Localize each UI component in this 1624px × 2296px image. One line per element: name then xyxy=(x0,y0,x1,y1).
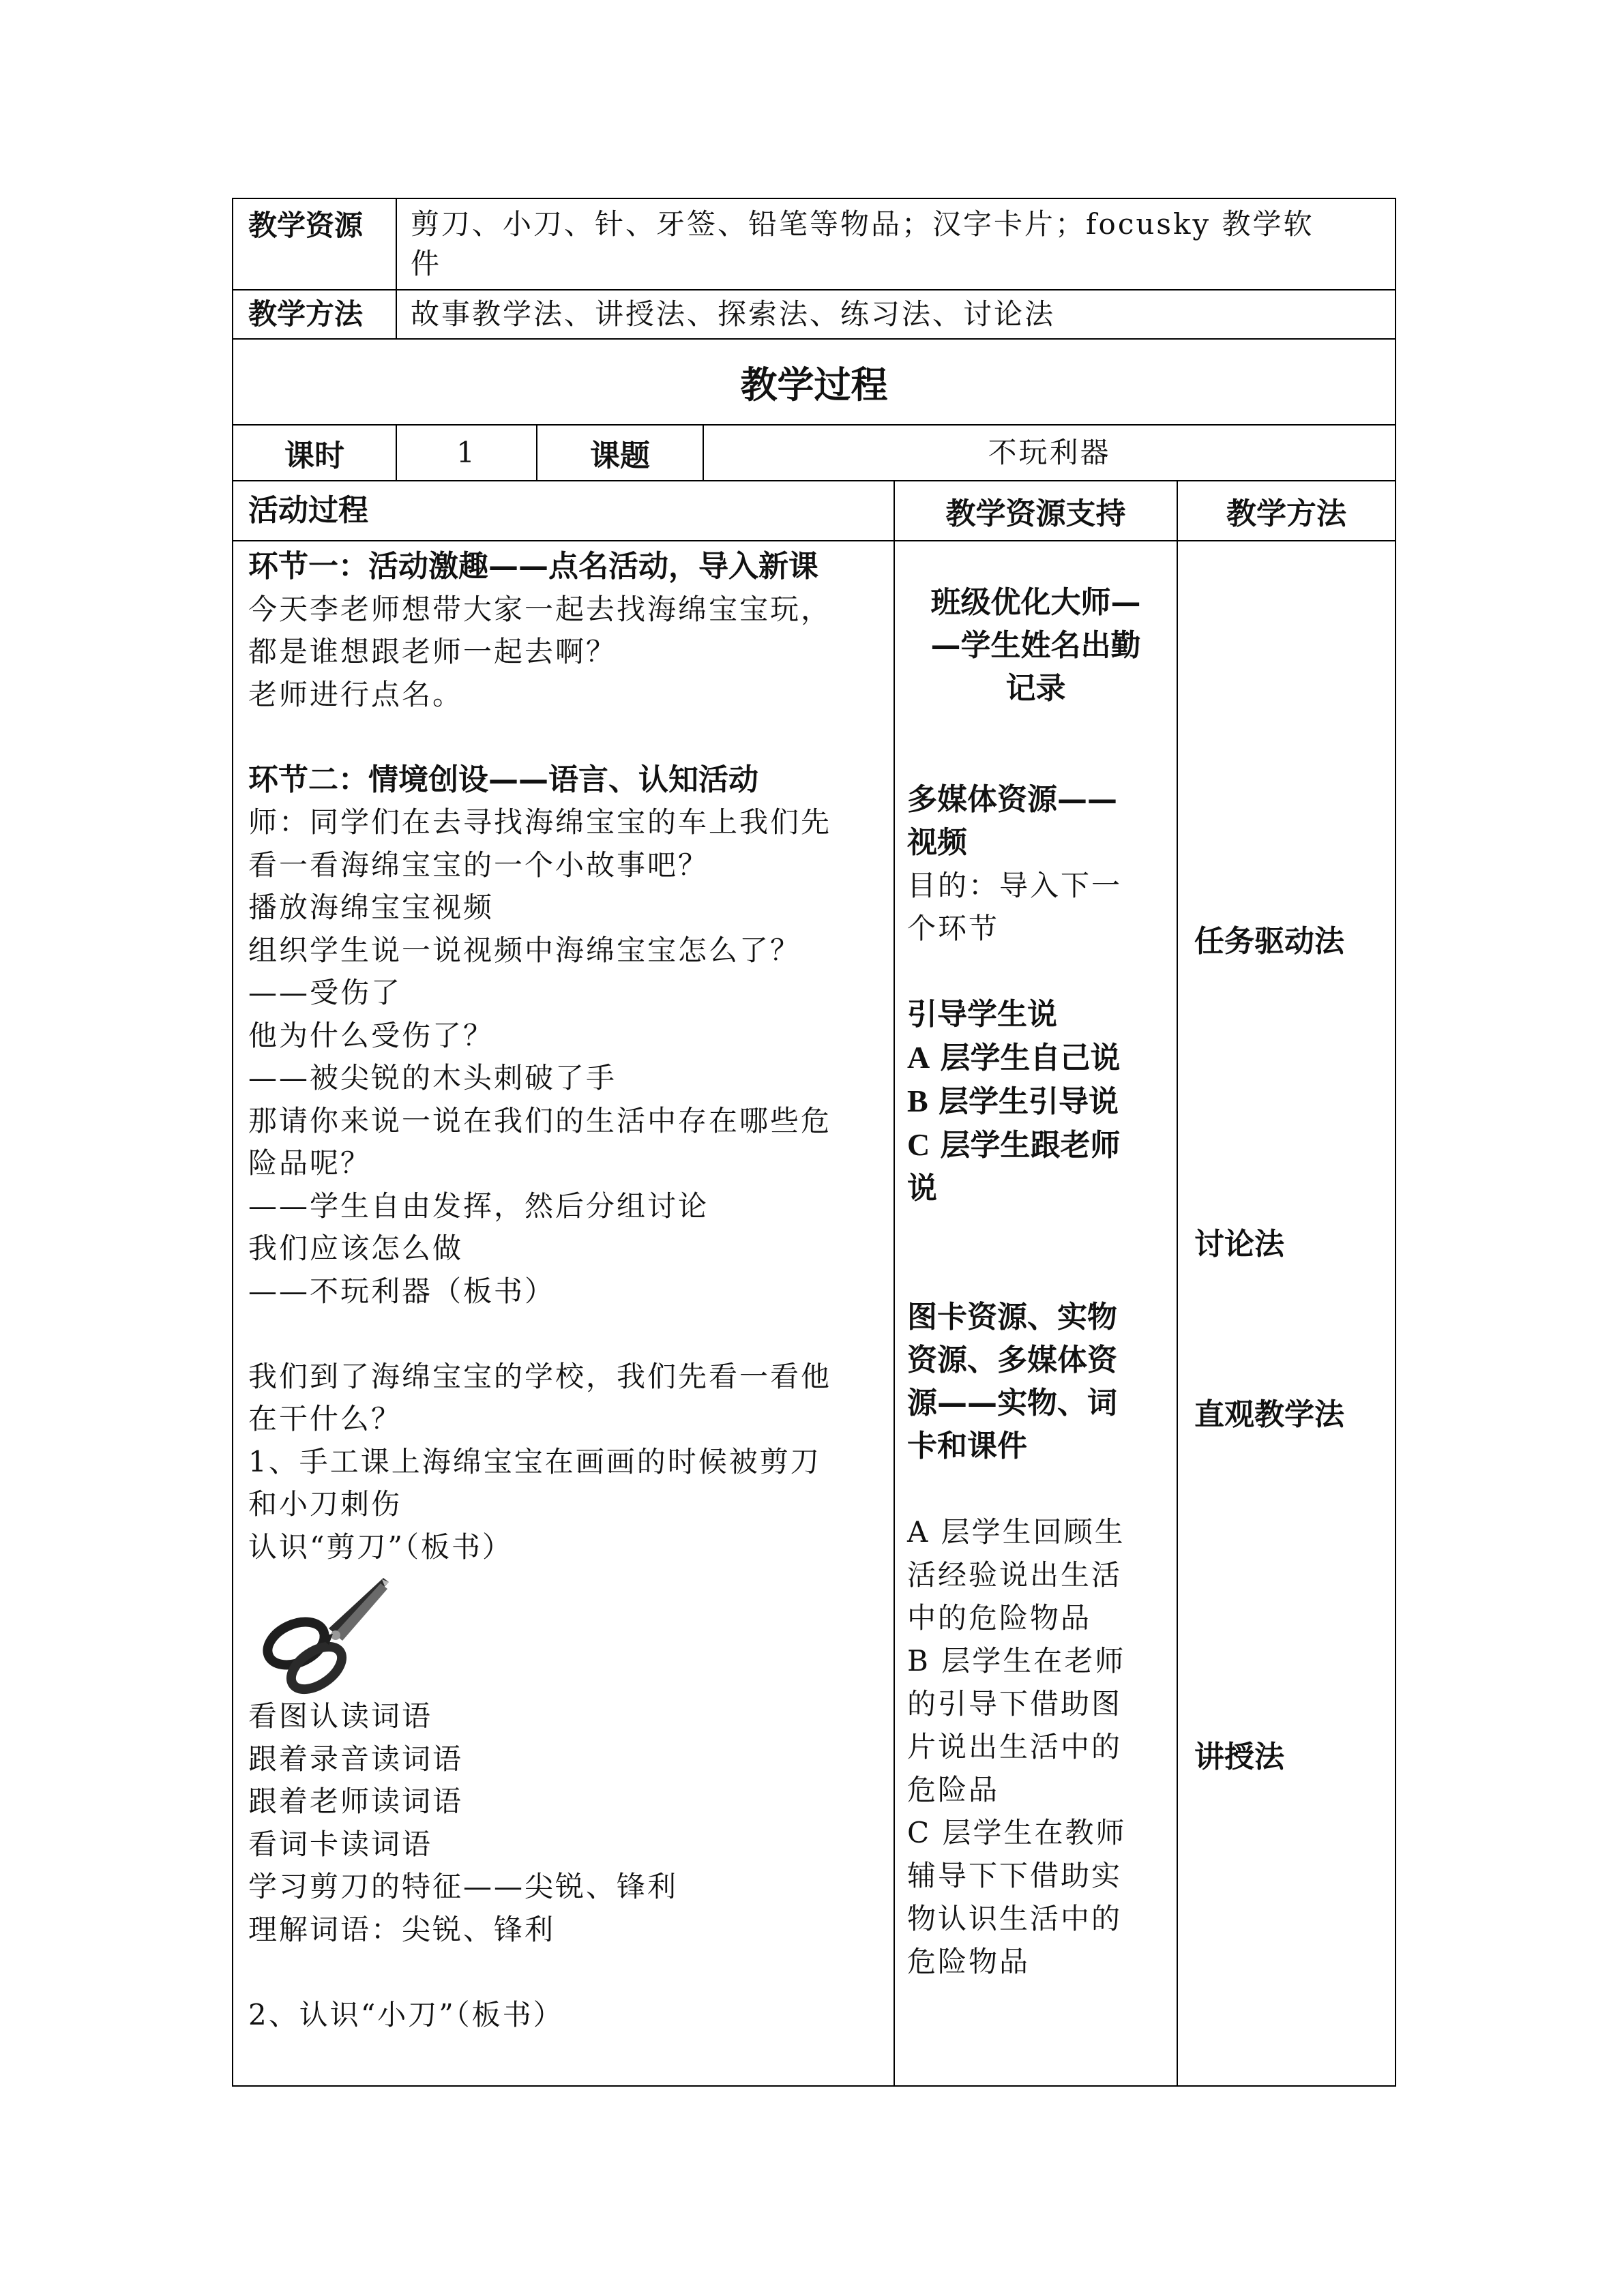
resource-r5-line: A 层学生回顾生 xyxy=(907,1515,1125,1549)
column-header-row xyxy=(233,481,1396,541)
step2-line: 师：同学们在去寻找海绵宝宝的车上我们先 xyxy=(248,805,832,839)
step2-line: ——被尖锐的木头刺破了手 xyxy=(248,1061,617,1094)
resource-r5-line: 的引导下借助图 xyxy=(907,1687,1123,1720)
resource-r5-line: 片说出生活中的 xyxy=(907,1730,1123,1763)
resource-r1: 记录 xyxy=(1005,671,1066,706)
lesson-info-row xyxy=(233,425,1396,481)
method-m4: 讲授法 xyxy=(1194,1740,1284,1774)
lesson-plan-table xyxy=(232,198,1396,2087)
step1-line: 老师进行点名。 xyxy=(248,677,464,711)
topic-label: 课题 xyxy=(590,438,650,473)
activity-header: 活动过程 xyxy=(248,493,368,528)
resources-value-line1: 剪刀、小刀、针、牙签、铅笔等物品；汉字卡片；focusky 教学软 xyxy=(411,207,1314,241)
step1-title: 环节一：活动激趣——点名活动，导入新课 xyxy=(248,549,818,584)
resource-r5-line: C 层学生在教师 xyxy=(907,1816,1127,1849)
period-label: 课时 xyxy=(284,438,344,473)
period-label-cell xyxy=(233,425,396,481)
step2-line: ——学生自由发挥，然后分组讨论 xyxy=(248,1189,709,1223)
step5-line: 2、认识“小刀”（板书） xyxy=(248,1997,564,2031)
resources-value-cell xyxy=(396,198,1396,290)
resource-r2-title: 多媒体资源—— xyxy=(907,782,1117,817)
resource-r1: —学生姓名出勤 xyxy=(930,628,1141,663)
topic-label-cell xyxy=(537,425,703,481)
topic-value: 不玩利器 xyxy=(988,436,1111,469)
activity-content xyxy=(233,541,894,2040)
resource-r5-line: 物认识生活中的 xyxy=(907,1902,1123,1935)
step3-line: 1、手工课上海绵宝宝在画画的时候被剪刀 xyxy=(248,1444,821,1478)
period-value: 1 xyxy=(456,436,477,469)
step2-line: 险品呢？ xyxy=(248,1146,372,1180)
resource-header: 教学资源支持 xyxy=(945,496,1126,531)
resources-label: 教学资源 xyxy=(248,209,364,242)
step2-line: 那请你来说一说在我们的生活中存在哪些危 xyxy=(248,1103,832,1137)
resource-r2-line: 目的：导入下一 xyxy=(907,869,1123,902)
method-m1: 任务驱动法 xyxy=(1194,924,1344,959)
step4-line: 理解词语：尖锐、锋利 xyxy=(248,1912,556,1946)
step3-line: 我们到了海绵宝宝的学校，我们先看一看他 xyxy=(248,1359,832,1393)
methods-row xyxy=(233,290,1396,339)
method-header: 教学方法 xyxy=(1226,496,1346,531)
resource-header-cell xyxy=(894,481,1177,541)
process-title-cell xyxy=(233,339,1396,425)
step4-line: 跟着老师读词语 xyxy=(248,1785,464,1818)
resource-r3-item: B 层学生引导说 xyxy=(907,1084,1119,1119)
resource-r2-line: 个环节 xyxy=(907,912,1000,945)
resources-value-line2: 件 xyxy=(411,247,442,280)
step2-line: 我们应该怎么做 xyxy=(248,1232,464,1265)
resource-r5-line: 危险品 xyxy=(907,1773,1000,1806)
lesson-plan-page xyxy=(232,198,1395,2087)
resource-r5-line: 危险物品 xyxy=(907,1945,1031,1978)
resource-r3-title: 引导学生说 xyxy=(907,997,1057,1032)
method-m3: 直观教学法 xyxy=(1194,1397,1344,1432)
methods-value-cell xyxy=(396,290,1396,339)
content-row xyxy=(233,541,1396,2086)
step2-line: 播放海绵宝宝视频 xyxy=(248,891,494,924)
method-cell xyxy=(1177,541,1396,2086)
step2-line: 组织学生说一说视频中海绵宝宝怎么了？ xyxy=(248,933,801,967)
step2-line: 他为什么受伤了？ xyxy=(248,1018,494,1052)
step2-title: 环节二：情境创设——语言、认知活动 xyxy=(248,762,758,797)
resource-cell xyxy=(894,541,1177,2086)
step4-line: 跟着录音读词语 xyxy=(248,1742,464,1776)
methods-label: 教学方法 xyxy=(248,297,364,331)
step4-line: 学习剪刀的特征——尖锐、锋利 xyxy=(248,1870,679,1903)
step3-line: 和小刀刺伤 xyxy=(248,1487,402,1521)
step1-line: 今天李老师想带大家一起去找海绵宝宝玩， xyxy=(248,592,832,626)
activity-header-cell xyxy=(233,481,894,541)
resource-r5-line: 辅导下下借助实 xyxy=(907,1859,1123,1892)
resource-r2-title: 视频 xyxy=(907,825,967,860)
step3-line: 在干什么？ xyxy=(248,1402,402,1435)
scissors-icon xyxy=(248,1568,398,1695)
resource-r1: 班级优化大师— xyxy=(930,585,1141,620)
process-title: 教学过程 xyxy=(740,363,888,406)
resources-row xyxy=(233,198,1396,290)
step4-line: 看词卡读词语 xyxy=(248,1827,433,1861)
method-header-cell xyxy=(1177,481,1396,541)
resources-label-cell xyxy=(233,198,396,290)
step3-line: 认识“剪刀”（板书） xyxy=(248,1530,513,1564)
method-m2: 讨论法 xyxy=(1194,1227,1284,1262)
resource-r5-line: 中的危险物品 xyxy=(907,1601,1092,1635)
resource-r4: 源——实物、词 xyxy=(907,1386,1117,1420)
resource-r5-line: B 层学生在老师 xyxy=(907,1644,1126,1678)
period-value-cell xyxy=(396,425,537,481)
step2-line: 看一看海绵宝宝的一个小故事吧？ xyxy=(248,848,709,882)
methods-value: 故事教学法、讲授法、探索法、练习法、讨论法 xyxy=(411,297,1056,331)
step1-line: 都是谁想跟老师一起去啊？ xyxy=(248,635,617,668)
scissors-image xyxy=(248,1568,879,1695)
resource-r4: 卡和课件 xyxy=(907,1429,1027,1463)
resource-r5-line: 活经验说出生活 xyxy=(907,1558,1123,1592)
activity-cell xyxy=(233,541,894,2086)
methods-label-cell xyxy=(233,290,396,339)
resource-r3-item: C 层学生跟老师 xyxy=(907,1127,1121,1163)
resource-r3-tail: 说 xyxy=(907,1171,937,1206)
step4-line: 看图认读词语 xyxy=(248,1699,433,1733)
resource-content xyxy=(895,541,1177,1987)
topic-value-cell xyxy=(703,425,1396,481)
resource-r4: 资源、多媒体资 xyxy=(907,1343,1117,1377)
resource-r3-item: A 层学生自己说 xyxy=(907,1040,1121,1075)
resource-r4: 图卡资源、实物 xyxy=(907,1300,1117,1335)
process-title-row xyxy=(233,339,1396,425)
step2-line: ——不玩利器（板书） xyxy=(248,1274,556,1308)
step2-line: ——受伤了 xyxy=(248,976,402,1009)
